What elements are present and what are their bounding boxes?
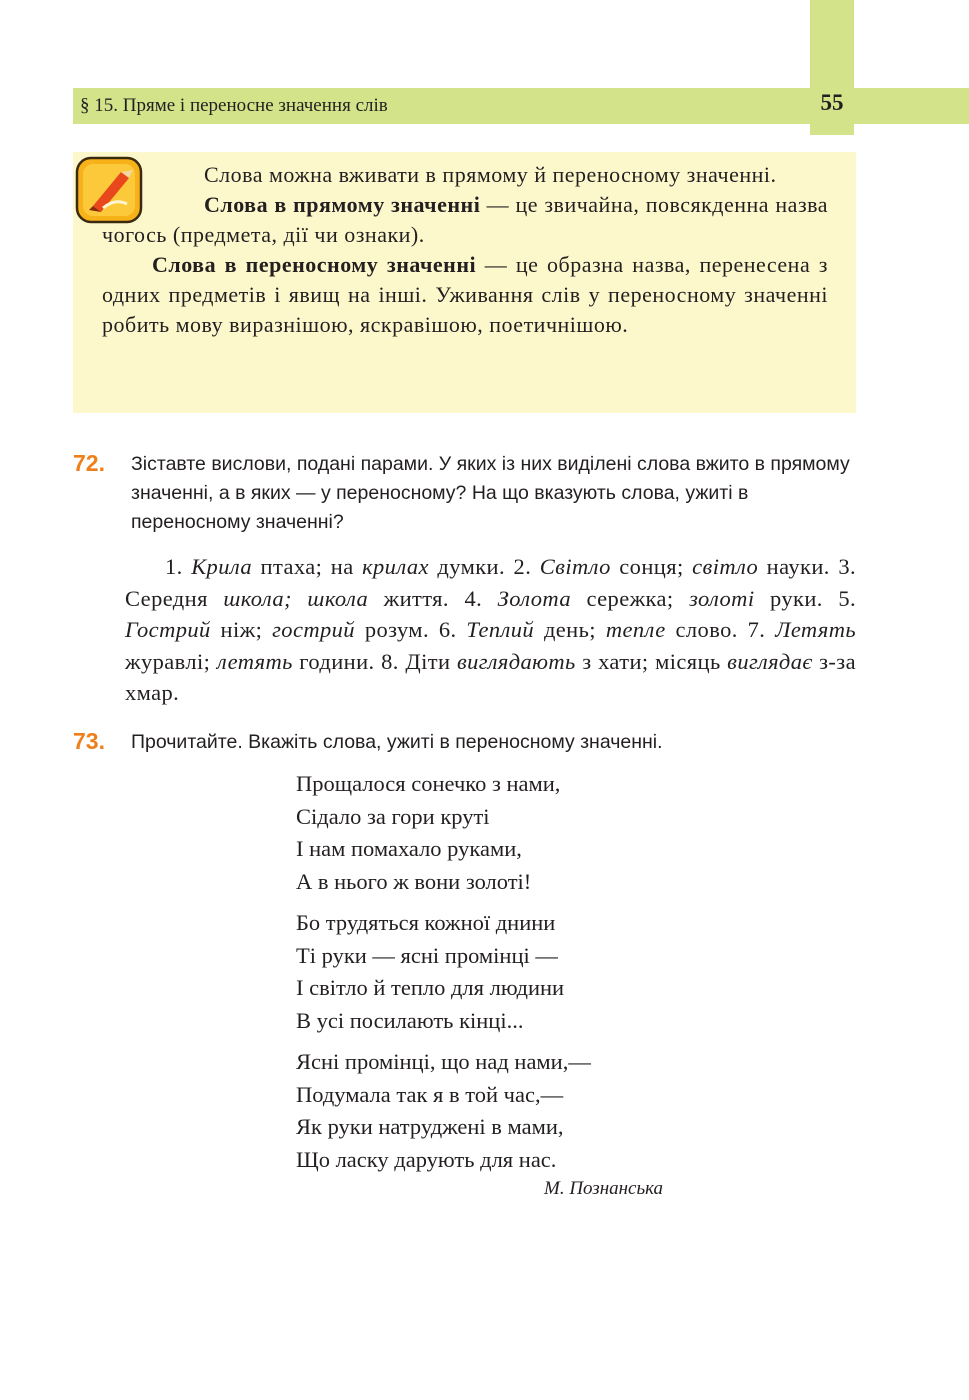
item-text: день; xyxy=(534,617,606,642)
rule-paragraph-2 xyxy=(102,190,828,250)
poem-line: В усі посилають кінці... xyxy=(296,1007,524,1033)
poem-line: Сідало за гори круті xyxy=(296,803,490,829)
poem-line: А в нього ж вони золоті! xyxy=(296,868,532,894)
highlighted-word: Летять xyxy=(775,617,856,642)
item-text: руки. xyxy=(754,585,839,611)
item-text: розум. xyxy=(354,617,439,642)
highlighted-word: школа; школа xyxy=(223,585,369,611)
poem-line: Подумала так я в той час,— xyxy=(296,1081,564,1107)
item-text: сережка; xyxy=(571,585,690,611)
rule-paragraph-3 xyxy=(102,250,828,340)
highlighted-word: Світло xyxy=(539,554,611,579)
exercise-number-73: 73. xyxy=(73,728,105,754)
highlighted-word: гострий xyxy=(272,617,355,642)
item-text: 2. xyxy=(513,554,540,579)
section-title: § 15. Пряме і переносне значення слів xyxy=(80,95,388,116)
page-number: 55 xyxy=(820,90,844,115)
item-text: 1. xyxy=(165,554,192,579)
highlighted-word: Гострий xyxy=(125,617,211,642)
item-text: журавлі; xyxy=(125,648,217,674)
definition-figurative: — це образна назва, перенесена з одних предметів і явищ на інші. Уживання слів у переносному значенні робить мову виразнішою, яскравішою, поетичнішою. xyxy=(102,252,829,337)
poem-line: Як руки натруджені в мами, xyxy=(296,1114,564,1139)
item-text: птаха; на xyxy=(251,554,363,579)
poem-line: Прощалося сонечко з нами, xyxy=(296,771,561,796)
highlighted-word: виглядає xyxy=(727,648,813,674)
definition-direct: — це звичайна, повсякденна назва чогось (предмета, дії чи ознаки). xyxy=(102,192,828,247)
item-text: 4. xyxy=(464,585,498,611)
highlighted-word: світло xyxy=(692,554,759,579)
poem-stanza xyxy=(296,907,591,1037)
item-text: з хати; місяць xyxy=(575,648,728,674)
item-text: 5. xyxy=(838,585,857,611)
item-text: слово. xyxy=(665,617,748,642)
exercise-task-73: Прочитайте. Вкажіть слова, ужиті в переносному значенні. xyxy=(131,731,663,753)
item-text: ніж; xyxy=(210,617,273,642)
poem-stanza xyxy=(296,768,591,898)
poem-line: Ті руки — ясні промінці — xyxy=(296,942,558,968)
highlighted-word: Теплий xyxy=(466,617,535,642)
item-text: науки. xyxy=(758,554,839,579)
item-text: 7. xyxy=(747,617,776,642)
item-text: сонця; xyxy=(610,554,693,579)
poem-line: І світло й тепло для людини xyxy=(296,975,565,1000)
highlighted-word: виглядають xyxy=(456,648,576,674)
exercise-task-72: Зіставте вислови, подані парами. У яких із них виділені слова вжито в прямому значенні, а в яких — у переносному? На що вказують слова, ужиті в переносному значенні? xyxy=(131,453,850,533)
term-figurative: Слова в переносному значенні xyxy=(152,252,477,277)
rule-paragraph-1: Слова можна вживати в прямому й переносному значенні. xyxy=(204,162,777,187)
term-direct: Слова в прямому значенні xyxy=(204,192,481,217)
item-text: думки. xyxy=(428,554,514,579)
highlighted-word: тепле xyxy=(605,617,666,642)
item-text: 8. xyxy=(381,648,406,674)
item-text: 3. xyxy=(838,554,857,579)
item-text: 6. xyxy=(438,617,467,642)
poem xyxy=(296,768,591,1185)
highlighted-word: крилах xyxy=(362,554,429,579)
exercise-body-72 xyxy=(125,551,856,709)
item-text: Діти xyxy=(405,648,457,674)
highlighted-word: золоті xyxy=(689,585,755,611)
exercise-number-72: 72. xyxy=(73,450,105,476)
item-text: Середня xyxy=(125,585,224,611)
poem-line: Ясні промінці, що над нами,— xyxy=(296,1049,591,1074)
highlighted-word: Крила xyxy=(191,554,252,579)
poem-stanza xyxy=(296,1046,591,1176)
highlighted-word: Золота xyxy=(497,585,571,611)
poem-line: І нам помахало руками, xyxy=(296,836,522,861)
poem-line: Бо трудяться кожної днини xyxy=(296,910,556,935)
item-text: години. xyxy=(292,648,382,674)
poem-line: Що ласку дарують для нас. xyxy=(296,1146,557,1172)
poem-author: М. Познанська xyxy=(544,1178,664,1199)
rule-text xyxy=(102,160,828,340)
item-text: життя. xyxy=(368,585,465,611)
highlighted-word: летять xyxy=(216,648,293,674)
item-text: з-за хмар. xyxy=(125,648,856,705)
